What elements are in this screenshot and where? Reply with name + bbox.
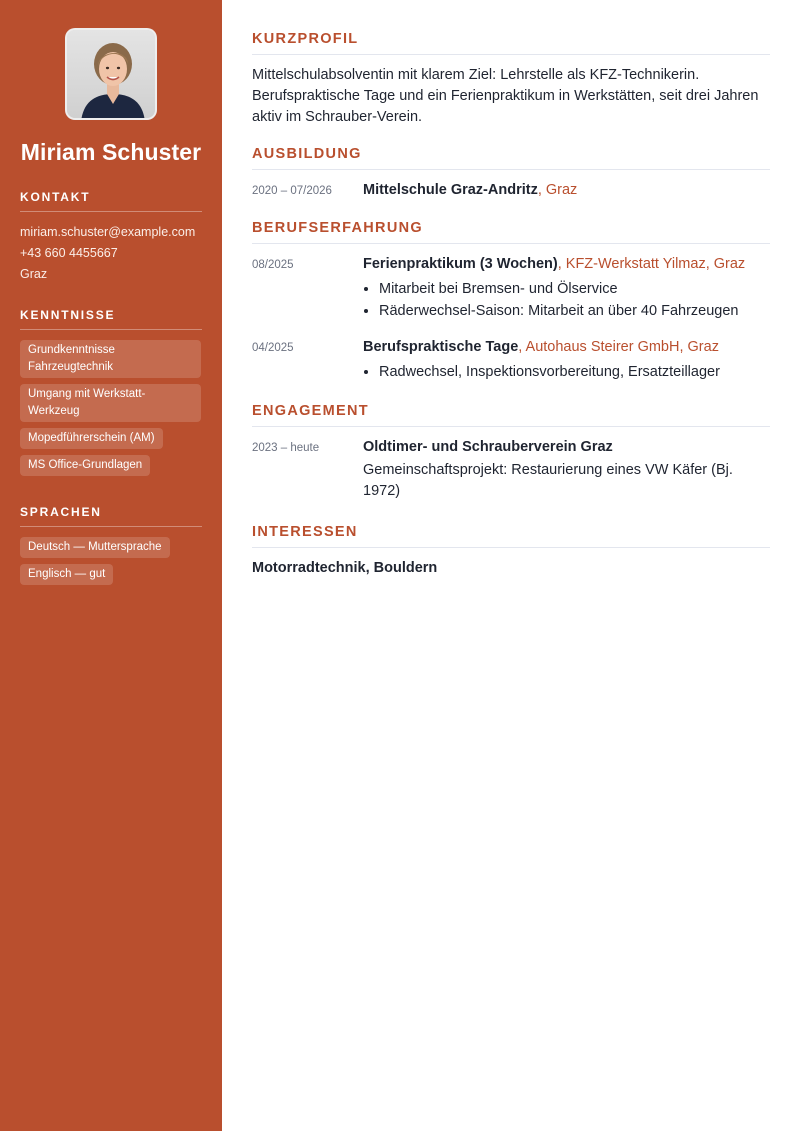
sidebar bbox=[0, 0, 222, 1131]
languages-list bbox=[20, 537, 202, 585]
job-title: Ferienpraktikum (3 Wochen) bbox=[363, 256, 558, 272]
languages-heading: SPRACHEN bbox=[20, 504, 202, 527]
entry-date: 08/2025 bbox=[252, 259, 294, 271]
separator: , bbox=[518, 339, 526, 355]
portrait-image bbox=[67, 30, 157, 120]
skill-chip: Grundkenntnisse Fahrzeugtechnik bbox=[20, 340, 201, 378]
school-name: Mittelschule Graz-Andritz bbox=[363, 182, 538, 198]
skill-chip: Umgang mit Werkstatt-Werkzeug bbox=[20, 384, 201, 422]
experience-heading: BERUFSERFAHRUNG bbox=[252, 218, 770, 244]
contact-email[interactable]: miriam.schuster@example.com bbox=[20, 225, 196, 239]
list-item: • Radwechsel, Inspektionsvorbereitung, Ersatzteillager bbox=[379, 361, 770, 383]
contact-heading: KONTAKT bbox=[20, 189, 202, 212]
engagement-entry bbox=[252, 437, 770, 502]
language-chip: Englisch — gut bbox=[20, 564, 113, 585]
profile-photo bbox=[65, 28, 157, 120]
skill-chip: Mopedführerschein (AM) bbox=[20, 428, 163, 449]
experience-entry bbox=[252, 254, 770, 322]
company-name: KFZ-Werkstatt Yilmaz, Graz bbox=[565, 256, 746, 272]
interests-text: Motorradtechnik, Bouldern bbox=[252, 560, 438, 576]
skills-heading: KENNTNISSE bbox=[20, 307, 202, 330]
skill-chip: MS Office-Grundlagen bbox=[20, 455, 150, 476]
interests-heading: INTERESSEN bbox=[252, 522, 770, 548]
education-entry bbox=[252, 180, 770, 200]
engagement-heading: ENGAGEMENT bbox=[252, 401, 770, 427]
entry-date: 04/2025 bbox=[252, 342, 294, 354]
main-content bbox=[222, 0, 800, 1131]
company-name: Autohaus Steirer GmbH, Graz bbox=[525, 339, 719, 355]
separator: , bbox=[537, 182, 546, 198]
candidate-name: Miriam Schuster bbox=[20, 139, 202, 165]
entry-title bbox=[363, 254, 770, 274]
entry-date: 2023 – heute bbox=[252, 442, 320, 454]
school-place: Graz bbox=[545, 182, 578, 198]
organization-name: Oldtimer- und Schrauberverein Graz bbox=[363, 439, 613, 455]
separator: , bbox=[557, 256, 566, 272]
bullet-list bbox=[379, 278, 770, 322]
entry-title bbox=[363, 437, 770, 457]
entry-description: Gemeinschaftsprojekt: Restaurierung eines VW Käfer (Bj. 1972) bbox=[363, 462, 733, 499]
profile-heading: KURZPROFIL bbox=[252, 29, 770, 55]
job-title: Berufspraktische Tage bbox=[363, 339, 519, 355]
skills-list bbox=[20, 340, 202, 476]
entry-date: 2020 – 07/2026 bbox=[252, 185, 332, 197]
language-chip: Deutsch — Muttersprache bbox=[20, 537, 170, 558]
entry-title bbox=[363, 180, 770, 200]
contact-phone[interactable]: +43 660 4455667 bbox=[20, 246, 118, 260]
bullet-list bbox=[379, 361, 770, 383]
list-item: • Räderwechsel-Saison: Mitarbeit an über 40 Fahrzeugen bbox=[379, 300, 770, 322]
experience-entry bbox=[252, 337, 770, 383]
entry-title bbox=[363, 337, 770, 357]
list-item: • Mitarbeit bei Bremsen- und Ölservice bbox=[379, 278, 770, 300]
profile-text: Mittelschulabsolventin mit klarem Ziel: Lehrstelle als KFZ-Technikerin. Berufspraktische Tage und ein Ferienpraktikum in Werkstätten, seit drei Jahren aktiv im Schrauber-Verein. bbox=[252, 67, 759, 125]
education-heading: AUSBILDUNG bbox=[252, 144, 770, 170]
contact-city: Graz bbox=[20, 267, 48, 281]
